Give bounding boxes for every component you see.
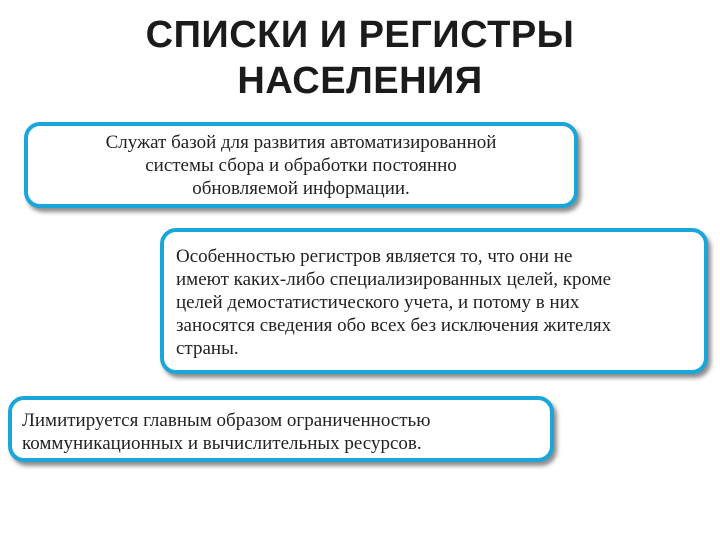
info-box-feature-line-3: целей демостатистического учета, и потому в них — [176, 292, 580, 313]
info-box-base-line-3: обновляемой информации. — [192, 178, 410, 199]
slide-title-line-2: НАСЕЛЕНИЯ — [237, 60, 483, 102]
info-box-limitation — [8, 396, 554, 462]
slide-title-line-1: СПИСКИ И РЕГИСТРЫ — [145, 14, 575, 56]
info-box-feature — [160, 228, 708, 374]
info-box-limitation-line-2: коммуникационных и вычислительных ресурсов. — [22, 433, 422, 454]
info-box-limitation-line-1: Лимитируется главным образом ограниченностью — [22, 410, 431, 431]
info-box-base-line-1: Служат базой для развития автоматизированной — [105, 132, 497, 153]
info-box-feature-line-4: заносятся сведения обо всех без исключения жителях — [176, 315, 612, 336]
info-box-base-line-2: системы сбора и обработки постоянно — [145, 155, 457, 176]
info-box-feature-line-5: страны. — [176, 338, 239, 359]
slide-title — [60, 12, 660, 104]
info-box-feature-line-1: Особенностью регистров является то, что они не — [176, 246, 573, 267]
info-box-feature-line-2: имеют каких-либо специализированных целей, кроме — [176, 269, 612, 290]
info-box-base — [24, 122, 578, 208]
